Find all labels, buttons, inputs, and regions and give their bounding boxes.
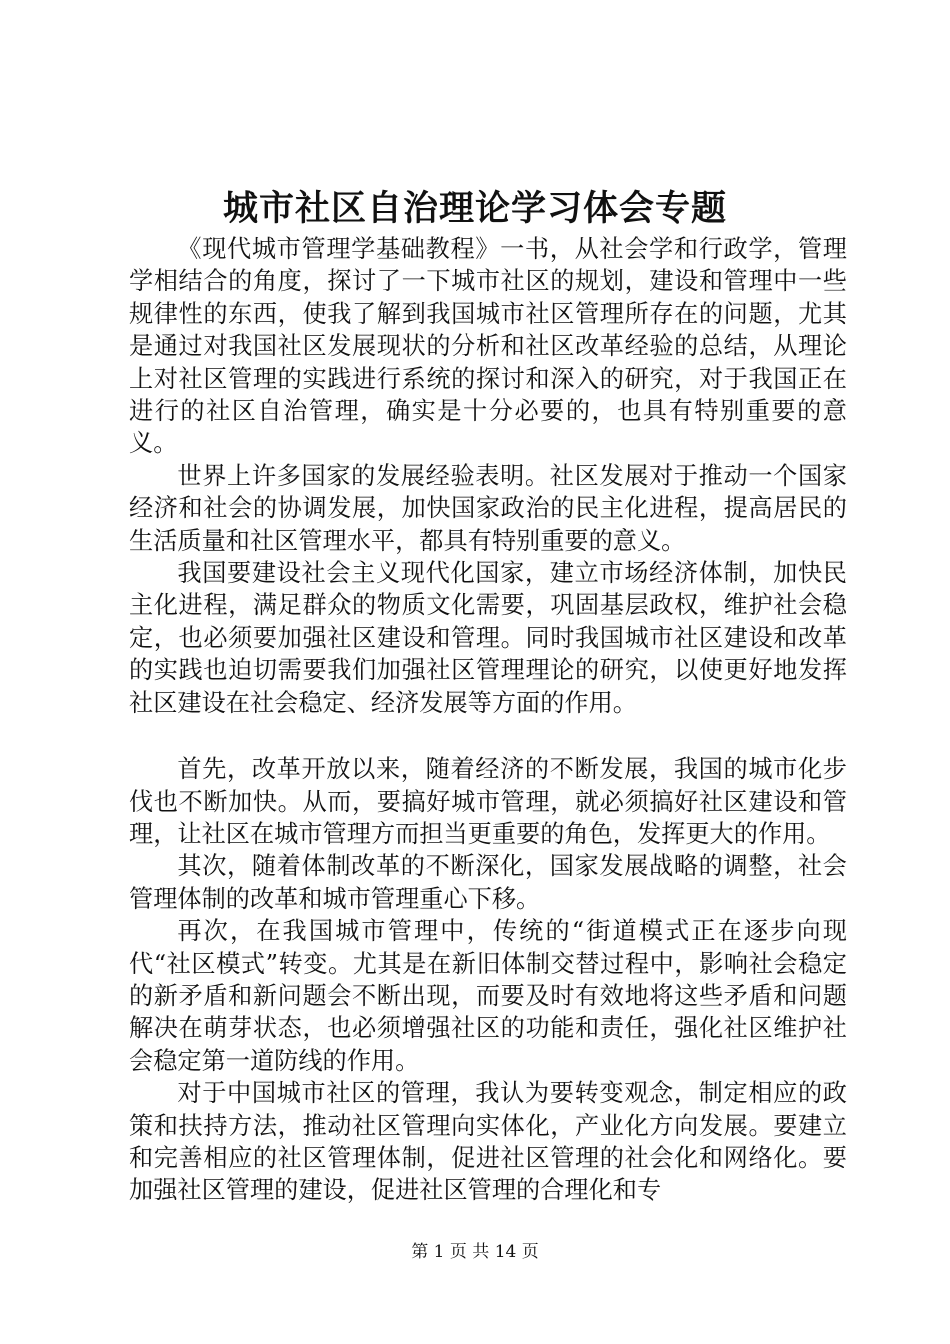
paragraph: 再次，在我国城市管理中，传统的“街道模式正在逐步向现代“社区模式”转变。尤其是在新旧体制交替过程中，影响社会稳定的新矛盾和新问题会不断出现，而要及时有效地将这些矛盾和问题解决在萌芽状态，也必须增强社区的功能和责任，强化社区维护社会稳定第一道防线的作用。 — [129, 917, 847, 1075]
document-title: 城市社区自治理论学习体会专题 — [222, 188, 727, 229]
page-number-footer: 第 1 页 共 14 页 — [411, 1242, 539, 1262]
paragraph: 我国要建设社会主义现代化国家，建立市场经济体制，加快民主化进程，满足群众的物质文化需要，巩固基层政权，维护社会稳定，也必须要加强社区建设和管理。同时我国城市社区建设和改革的实践也迫切需要我们加强社区管理理论的研究，以使更好地发挥社区建设在社会稳定、经济发展等方面的作用。 — [129, 559, 847, 717]
paragraph: 世界上许多国家的发展经验表明。社区发展对于推动一个国家经济和社会的协调发展，加快国家政治的民主化进程，提高居民的生活质量和社区管理水平，都具有特别重要的意义。 — [129, 461, 847, 555]
document-body — [129, 233, 847, 1207]
paragraph: 首先，改革开放以来，随着经济的不断发展，我国的城市化步伐也不断加快。从而，要搞好城市管理，就必须搞好社区建设和管理，让社区在城市管理方而担当更重要的角色，发挥更大的作用。 — [129, 755, 847, 848]
paragraph: 《现代城市管理学基础教程》一书，从社会学和行政学，管理学相结合的角度，探讨了一下城市社区的规划，建设和管理中一些规律性的东西，使我了解到我国城市社区管理所存在的问题，尤其是通过对我国社区发展现状的分析和社区改革经验的总结，从理论上对社区管理的实践进行系统的探讨和深入的研究，对于我国正在进行的社区自治管理，确实是十分必要的，也具有特别重要的意义。 — [129, 235, 847, 458]
paragraph: 其次，随着体制改革的不断深化，国家发展战略的调整，社会管理体制的改革和城市管理重心下移。 — [129, 852, 847, 913]
paragraph: 对于中国城市社区的管理，我认为要转变观念，制定相应的政策和扶持方法，推动社区管理向实体化，产业化方向发展。要建立和完善相应的社区管理体制，促进社区管理的社会化和网络化。要加强社区管理的建设，促进社区管理的合理化和专 — [129, 1079, 847, 1205]
